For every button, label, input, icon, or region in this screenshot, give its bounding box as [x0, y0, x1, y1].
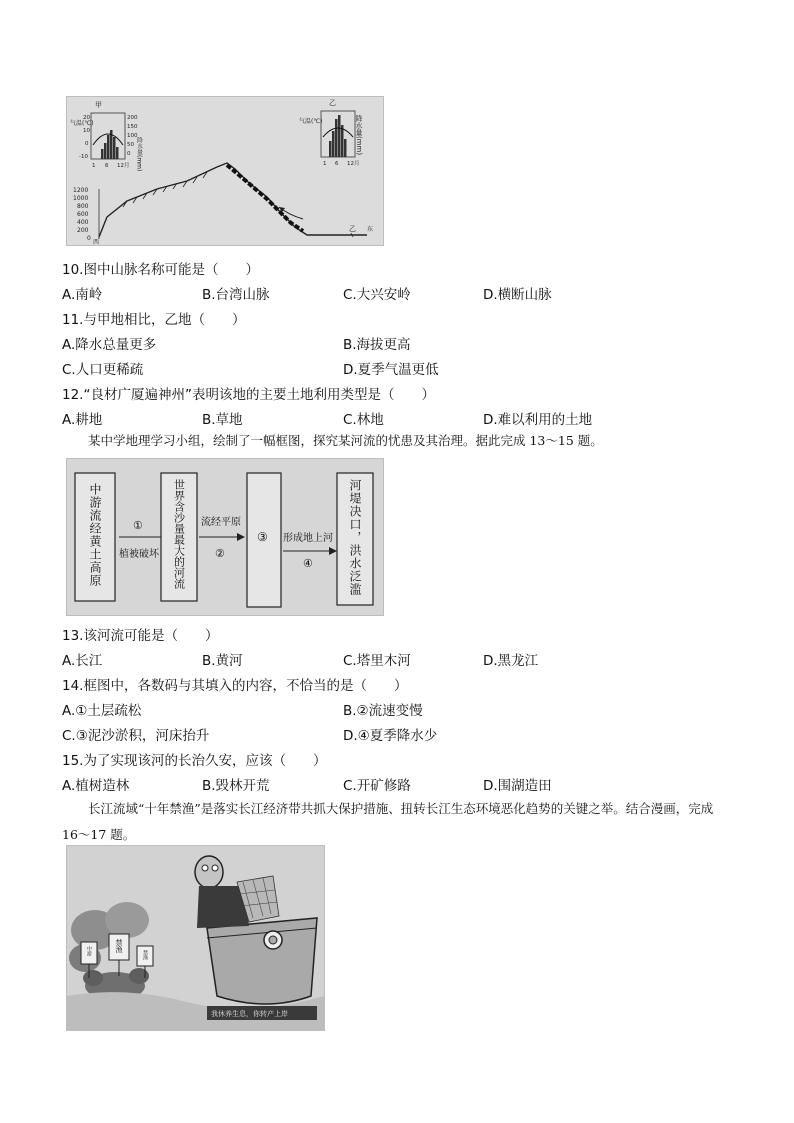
- svg-text:世界含沙量最大的河流: 世界含沙量最大的河流: [172, 479, 186, 589]
- q12-option-c[interactable]: C.林地: [343, 412, 384, 428]
- question-13: 13.该河流可能是（ ）: [62, 628, 219, 644]
- arrow-2-bottom-label: ②: [215, 547, 225, 560]
- flow-box-2: [161, 473, 197, 601]
- q13-option-d[interactable]: D.黑龙江: [483, 653, 539, 669]
- cartoon-caption: 我休养生息，你转产上岸: [211, 1010, 288, 1018]
- boat-illustration: [207, 918, 317, 1004]
- q15-option-b[interactable]: B.毁林开荒: [202, 778, 270, 794]
- q11-option-b[interactable]: B.海拔更高: [343, 337, 411, 353]
- svg-text:1: 1: [323, 161, 327, 167]
- svg-text:中游: 中游: [86, 946, 92, 956]
- svg-text:1200: 1200: [73, 187, 89, 194]
- q12-option-b[interactable]: B.草地: [202, 412, 243, 428]
- point-label-yi: 乙: [349, 225, 356, 233]
- arrow-2-top-label: 流经平原: [201, 517, 241, 528]
- q10-option-c[interactable]: C.大兴安岭: [343, 287, 411, 303]
- question-11: 11.与甲地相比，乙地（ ）: [62, 312, 246, 328]
- flow-box-3: [247, 473, 281, 607]
- flow-box-4: [337, 473, 373, 605]
- question-10: 10.图中山脉名称可能是（ ）: [62, 262, 259, 278]
- svg-text:6: 6: [105, 163, 109, 169]
- intro-13-15: 某中学地理学习小组，绘制了一幅框图，探究某河流的忧患及其治理。据此完成 13～15 题。: [88, 433, 603, 448]
- q13-option-c[interactable]: C.塔里木河: [343, 653, 411, 669]
- svg-text:200: 200: [77, 227, 89, 234]
- q13-option-b[interactable]: B.黄河: [202, 653, 243, 669]
- q14-option-b[interactable]: B.②流速变慢: [343, 703, 423, 719]
- west-label: 西: [93, 239, 100, 245]
- precip-axis-label-right: 降水量(mm): [355, 115, 363, 156]
- q10-option-d[interactable]: D.横断山脉: [483, 287, 552, 303]
- q11-option-d[interactable]: D.夏季气温更低: [343, 362, 439, 378]
- arrow-3-top-label: 形成地上河: [283, 533, 333, 544]
- q11-option-a[interactable]: A.降水总量更多: [62, 337, 157, 353]
- svg-text:-10: -10: [79, 154, 88, 160]
- question-15: 15.为了实现该河的长治久安，应该（ ）: [62, 753, 327, 769]
- svg-text:100: 100: [127, 133, 138, 139]
- q10-option-b[interactable]: B.台湾山脉: [202, 287, 270, 303]
- intro-16-17: 长江流域“十年禁渔”是落实长江经济带共抓大保护措施、扭转长江生态环境恶化趋势的关键之举。结合漫画，完成 16～17 题。: [62, 801, 714, 842]
- svg-text:200: 200: [127, 115, 138, 121]
- arrow-1-bottom-label: 植被破坏: [119, 549, 159, 560]
- svg-text:中游流经黄土高原: 中游流经黄土高原: [88, 483, 102, 587]
- cartoon-figure: [66, 845, 325, 1031]
- svg-text:③: ③: [257, 530, 268, 544]
- east-label: 东: [367, 226, 374, 233]
- q14-option-c[interactable]: C.③泥沙淤积，河床抬升: [62, 728, 210, 744]
- svg-text:0: 0: [87, 235, 91, 242]
- q11-option-c[interactable]: C.人口更稀疏: [62, 362, 144, 378]
- precip-axis-label-left: 降水量(mm): [135, 137, 143, 172]
- q15-option-c[interactable]: C.开矿修路: [343, 778, 411, 794]
- river-flowchart-figure: [66, 458, 384, 616]
- q13-option-a[interactable]: A.长江: [62, 653, 103, 669]
- temp-axis-label-left: 气温(℃): [70, 120, 94, 127]
- svg-text:800: 800: [77, 203, 89, 210]
- station-label-jia: 甲: [95, 101, 102, 109]
- q15-option-a[interactable]: A.植树造林: [62, 778, 130, 794]
- q14-option-a[interactable]: A.①土层疏松: [62, 703, 142, 719]
- svg-text:150: 150: [127, 124, 138, 130]
- q12-option-a[interactable]: A.耕地: [62, 412, 103, 428]
- svg-text:20: 20: [83, 115, 90, 121]
- svg-text:600: 600: [77, 211, 89, 218]
- svg-text:10: 10: [83, 128, 90, 134]
- svg-text:12月: 12月: [117, 163, 130, 169]
- svg-text:禁渔: 禁渔: [142, 950, 148, 960]
- svg-text:400: 400: [77, 219, 89, 226]
- svg-text:0: 0: [85, 141, 89, 147]
- q10-option-a[interactable]: A.南岭: [62, 287, 103, 303]
- question-12: 12.“良材广厦遍神州”表明该地的主要土地利用类型是（ ）: [62, 387, 435, 403]
- temp-axis-label-right: 气温(℃): [299, 118, 323, 125]
- svg-text:1000: 1000: [73, 195, 89, 202]
- arrow-3-bottom-label: ④: [303, 557, 313, 570]
- question-14: 14.框图中，各数码与其填入的内容，不恰当的是（ ）: [62, 678, 408, 694]
- svg-text:1: 1: [92, 163, 96, 169]
- arrow-1-top-label: ①: [133, 519, 143, 532]
- q14-option-d[interactable]: D.④夏季降水少: [343, 728, 438, 744]
- svg-text:河堤决口，洪水泛滥: 河堤决口，洪水泛滥: [348, 479, 362, 596]
- flow-box-1: [75, 473, 115, 601]
- svg-text:6: 6: [335, 161, 339, 167]
- q12-option-d[interactable]: D.难以利用的土地: [483, 412, 593, 428]
- svg-text:12月: 12月: [347, 161, 360, 167]
- mountain-profile-figure: [66, 96, 384, 246]
- station-label-yi: 乙: [329, 99, 336, 107]
- q15-option-d[interactable]: D.围湖造田: [483, 778, 552, 794]
- svg-text:50: 50: [127, 142, 134, 148]
- svg-text:0: 0: [127, 151, 131, 157]
- svg-text:禁渔: 禁渔: [115, 939, 123, 953]
